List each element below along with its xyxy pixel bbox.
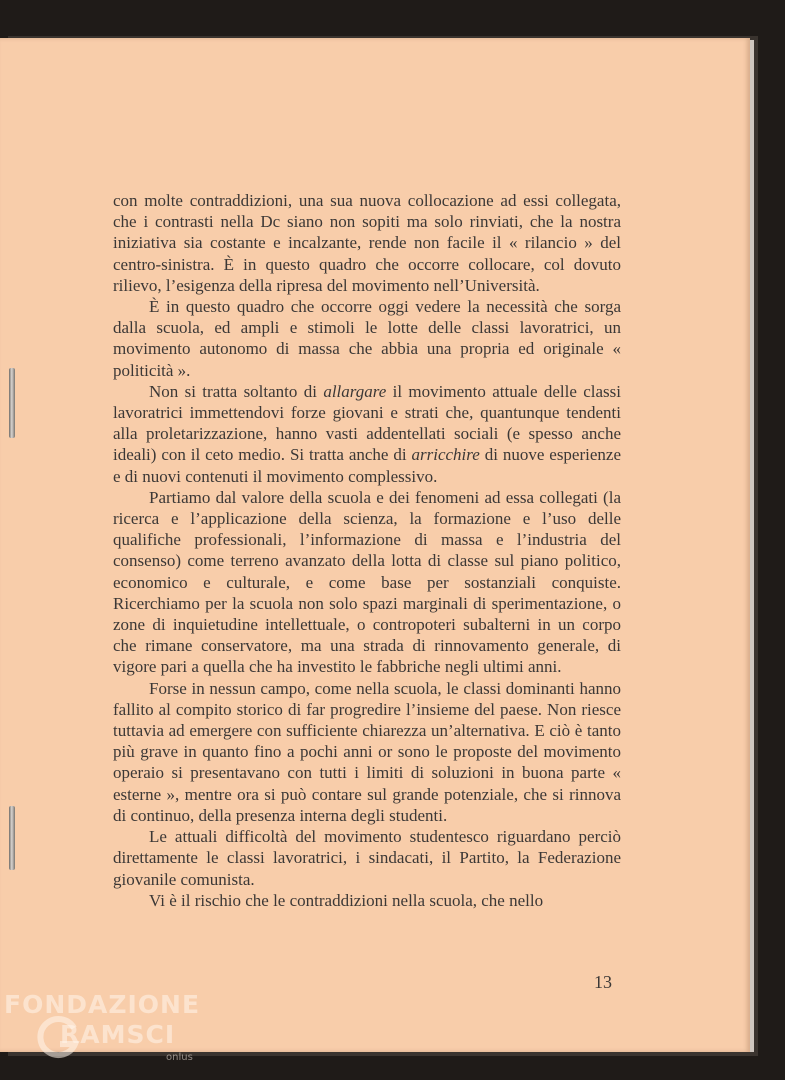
paragraph: [113, 487, 621, 678]
emphasis-text: arricchire: [411, 445, 480, 465]
text-run: Non si tratta soltanto di: [149, 381, 324, 401]
page-number: 13: [594, 972, 612, 992]
paragraph: [113, 296, 621, 381]
text-run: di nuove esperienze e di nuovi contenuti il movimento complessivo.: [113, 445, 621, 486]
paragraph: [113, 190, 621, 296]
paragraph: [113, 381, 621, 487]
staple-bottom: [9, 806, 15, 870]
text-run: Le attuali difficoltà del movimento studentesco riguardano perciò direttamente le classi lavoratrici, i sindacati, il Partito, la Federazione giovanile comunista.: [113, 827, 621, 889]
text-run: il movimento attuale delle classi lavoratrici immettendovi forze giovani e strati che, quantunque tendenti alla proletarizzazione, hanno vasti addentellati sociali (e spesso anche ideali) con il ceto medio. Si tratta anche di: [113, 381, 621, 465]
document-page: [0, 38, 750, 1052]
paragraph: [113, 826, 621, 890]
watermark-line3: onlus: [166, 1052, 193, 1063]
text-run: È in questo quadro che occorre oggi vedere la necessità che sorga dalla scuola, ed ampli e stimoli le lotte delle classi lavoratrici, un movimento autonomo di massa che abbia una propria ed originale « politicità ».: [113, 297, 621, 380]
watermark-line1: FONDAZIONE: [4, 990, 201, 1019]
page-edge: [750, 40, 754, 1052]
text-run: Partiamo dal valore della scuola e dei fenomeni ad essa collegati (la ricerca e l’applicazione della scienza, la formazione e l’uso delle qualifiche professionali, l’informazione di massa e l’industria del consenso) come terreno avanzato della lotta di classe sul piano politico, economico e culturale, e come base per sostanziali conquiste. Ricerchiamo per la scuola non solo spazi marginali di sperimentazione, o zone di inquietudine intellettuale, o contropoteri subalterni in un corpo che rimane conservatore, ma una strada di rinnovamento generale, di vigore pari a quella che ha investito le fabbriche negli ultimi anni.: [113, 487, 621, 677]
text-run: con molte contraddizioni, una sua nuova collocazione ad essi collegata, che i contrasti nella Dc siano non sopiti ma solo rinviati, che la nostra iniziativa sia costante e incalzante, rende non facile il « rilancio » del centro-sinistra. È in questo quadro che occorre collocare, col dovuto rilievo, l’esigenza della ripresa del movimento nell’Università.: [113, 191, 621, 295]
paragraph: [113, 678, 621, 826]
watermark-line2: RAMSCI: [60, 1020, 176, 1049]
paragraph: [113, 890, 621, 911]
emphasis-text: allargare: [323, 381, 387, 401]
text-run: Forse in nessun campo, come nella scuola, le classi dominanti hanno fallito al compito storico di far progredire l’insieme del paese. Non riesce tuttavia ad emergere con sufficiente chiarezza un’alternativa. E ciò è tanto più grave in quanto fino a pochi anni or sono le proposte del movimento operaio si presentavano con tutti i limiti di soluzioni in buona parte « esterne », mentre ora si può contare sul grande potenziale, che si rinnova di continuo, della presenza interna degli studenti.: [113, 678, 621, 825]
watermark-logo: [4, 990, 204, 1070]
staple-top: [9, 368, 15, 438]
text-run: Vi è il rischio che le contraddizioni nella scuola, che nello: [149, 890, 544, 910]
body-text: [113, 190, 621, 911]
